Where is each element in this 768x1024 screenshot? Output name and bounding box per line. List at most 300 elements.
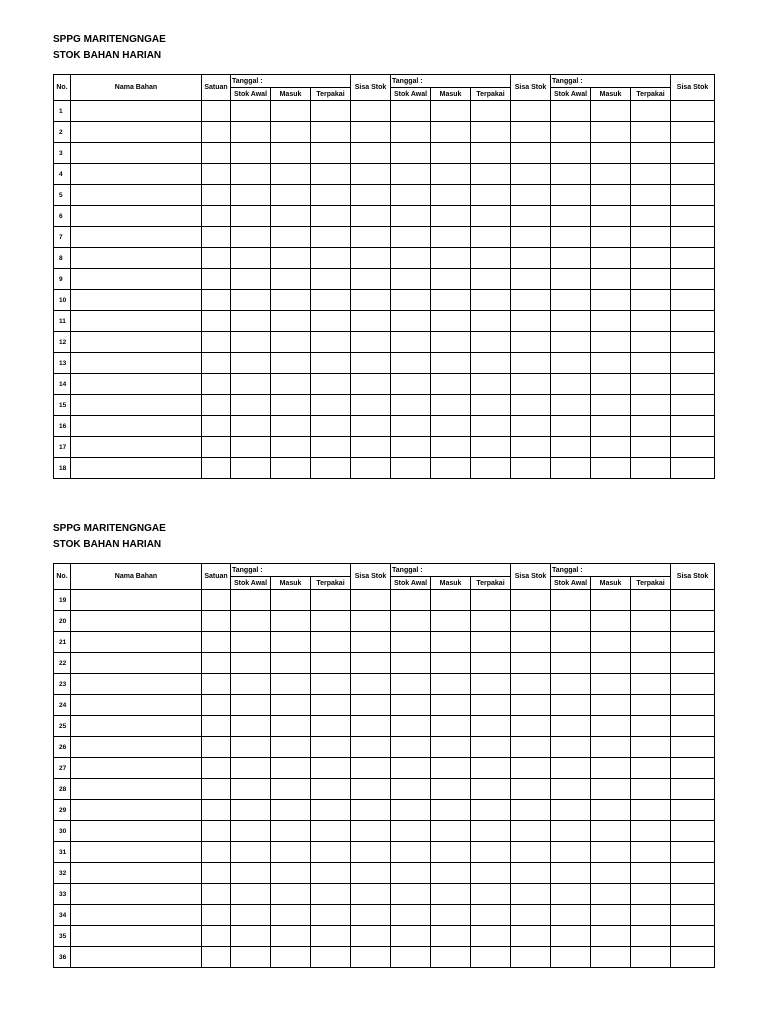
empty-cell — [671, 842, 715, 863]
table-row — [54, 185, 715, 206]
row-number: 27 — [54, 758, 71, 779]
empty-cell — [351, 884, 391, 905]
empty-cell — [271, 374, 311, 395]
empty-cell — [551, 821, 591, 842]
empty-cell — [271, 290, 311, 311]
empty-cell — [471, 716, 511, 737]
empty-cell — [471, 164, 511, 185]
empty-cell — [391, 842, 431, 863]
empty-cell — [671, 884, 715, 905]
empty-cell — [551, 905, 591, 926]
empty-cell — [391, 416, 431, 437]
empty-cell — [671, 863, 715, 884]
empty-cell — [591, 863, 631, 884]
empty-cell — [431, 437, 471, 458]
empty-cell — [271, 716, 311, 737]
empty-cell — [471, 800, 511, 821]
empty-cell — [551, 311, 591, 332]
empty-cell — [202, 653, 231, 674]
empty-cell — [71, 269, 202, 290]
empty-cell — [631, 269, 671, 290]
empty-cell — [311, 374, 351, 395]
empty-cell — [202, 227, 231, 248]
empty-cell — [71, 926, 202, 947]
empty-cell — [271, 926, 311, 947]
table-row — [54, 458, 715, 479]
empty-cell — [311, 248, 351, 269]
empty-cell — [551, 611, 591, 632]
empty-cell — [511, 590, 551, 611]
empty-cell — [431, 416, 471, 437]
empty-cell — [431, 695, 471, 716]
table-row — [54, 227, 715, 248]
header-stok-awal: Stok Awal — [231, 577, 271, 590]
empty-cell — [391, 779, 431, 800]
empty-cell — [591, 737, 631, 758]
empty-cell — [511, 206, 551, 227]
row-number: 26 — [54, 737, 71, 758]
empty-cell — [551, 332, 591, 353]
empty-cell — [202, 143, 231, 164]
table-row — [54, 863, 715, 884]
empty-cell — [471, 416, 511, 437]
empty-cell — [671, 185, 715, 206]
empty-cell — [351, 674, 391, 695]
empty-cell — [471, 332, 511, 353]
row-number: 36 — [54, 947, 71, 968]
empty-cell — [471, 695, 511, 716]
empty-cell — [71, 353, 202, 374]
empty-cell — [551, 374, 591, 395]
row-number: 21 — [54, 632, 71, 653]
empty-cell — [202, 926, 231, 947]
empty-cell — [631, 143, 671, 164]
table-row — [54, 842, 715, 863]
empty-cell — [71, 716, 202, 737]
empty-cell — [591, 716, 631, 737]
row-number: 3 — [54, 143, 71, 164]
table-row — [54, 374, 715, 395]
empty-cell — [71, 653, 202, 674]
empty-cell — [202, 311, 231, 332]
empty-cell — [631, 101, 671, 122]
header-no: No. — [54, 564, 71, 590]
stock-sheet-2 — [53, 521, 714, 968]
empty-cell — [591, 227, 631, 248]
empty-cell — [391, 905, 431, 926]
empty-cell — [671, 458, 715, 479]
empty-cell — [311, 674, 351, 695]
empty-cell — [311, 227, 351, 248]
org-name: SPPG MARITENGNGAE — [53, 34, 166, 45]
empty-cell — [351, 716, 391, 737]
sheet-title: STOK BAHAN HARIAN — [53, 50, 162, 61]
empty-cell — [202, 758, 231, 779]
empty-cell — [431, 590, 471, 611]
empty-cell — [311, 863, 351, 884]
empty-cell — [431, 101, 471, 122]
empty-cell — [631, 863, 671, 884]
header-masuk: Masuk — [271, 88, 311, 101]
header-sisa-stok-2: Sisa Stok — [511, 564, 551, 590]
empty-cell — [551, 290, 591, 311]
header-masuk: Masuk — [431, 88, 471, 101]
empty-cell — [351, 395, 391, 416]
empty-cell — [391, 674, 431, 695]
empty-cell — [631, 206, 671, 227]
empty-cell — [631, 695, 671, 716]
empty-cell — [231, 311, 271, 332]
header-tanggal-1: Tanggal : — [231, 564, 351, 577]
table-row — [54, 590, 715, 611]
empty-cell — [431, 632, 471, 653]
table-row — [54, 269, 715, 290]
empty-cell — [511, 758, 551, 779]
header-tanggal-1: Tanggal : — [231, 75, 351, 88]
empty-cell — [591, 590, 631, 611]
empty-cell — [471, 737, 511, 758]
empty-cell — [631, 905, 671, 926]
empty-cell — [391, 695, 431, 716]
empty-cell — [551, 185, 591, 206]
empty-cell — [551, 632, 591, 653]
empty-cell — [591, 164, 631, 185]
empty-cell — [271, 227, 311, 248]
empty-cell — [471, 821, 511, 842]
empty-cell — [671, 716, 715, 737]
empty-cell — [351, 416, 391, 437]
empty-cell — [551, 122, 591, 143]
empty-cell — [271, 674, 311, 695]
empty-cell — [311, 737, 351, 758]
empty-cell — [271, 353, 311, 374]
empty-cell — [391, 884, 431, 905]
empty-cell — [311, 821, 351, 842]
header-sisa-stok-1: Sisa Stok — [351, 564, 391, 590]
empty-cell — [511, 227, 551, 248]
empty-cell — [431, 674, 471, 695]
empty-cell — [511, 437, 551, 458]
empty-cell — [551, 590, 591, 611]
empty-cell — [431, 290, 471, 311]
empty-cell — [431, 248, 471, 269]
empty-cell — [202, 416, 231, 437]
empty-cell — [551, 206, 591, 227]
empty-cell — [231, 758, 271, 779]
empty-cell — [311, 416, 351, 437]
empty-cell — [231, 437, 271, 458]
empty-cell — [231, 395, 271, 416]
org-name: SPPG MARITENGNGAE — [53, 523, 166, 534]
empty-cell — [351, 800, 391, 821]
empty-cell — [591, 884, 631, 905]
header-sisa-stok-3: Sisa Stok — [671, 564, 715, 590]
empty-cell — [351, 737, 391, 758]
empty-cell — [271, 758, 311, 779]
empty-cell — [471, 290, 511, 311]
empty-cell — [202, 353, 231, 374]
empty-cell — [271, 611, 311, 632]
empty-cell — [231, 653, 271, 674]
empty-cell — [551, 947, 591, 968]
empty-cell — [511, 185, 551, 206]
empty-cell — [671, 926, 715, 947]
empty-cell — [202, 206, 231, 227]
empty-cell — [471, 248, 511, 269]
empty-cell — [231, 716, 271, 737]
empty-cell — [551, 227, 591, 248]
empty-cell — [71, 206, 202, 227]
empty-cell — [551, 716, 591, 737]
row-number: 17 — [54, 437, 71, 458]
header-masuk: Masuk — [431, 577, 471, 590]
header-terpakai: Terpakai — [311, 577, 351, 590]
empty-cell — [431, 311, 471, 332]
empty-cell — [311, 290, 351, 311]
empty-cell — [311, 842, 351, 863]
empty-cell — [271, 437, 311, 458]
row-number: 14 — [54, 374, 71, 395]
empty-cell — [431, 779, 471, 800]
empty-cell — [431, 905, 471, 926]
empty-cell — [471, 653, 511, 674]
row-number: 24 — [54, 695, 71, 716]
empty-cell — [71, 863, 202, 884]
empty-cell — [391, 821, 431, 842]
empty-cell — [271, 416, 311, 437]
empty-cell — [631, 737, 671, 758]
empty-cell — [351, 374, 391, 395]
empty-cell — [231, 590, 271, 611]
empty-cell — [351, 947, 391, 968]
empty-cell — [71, 674, 202, 695]
empty-cell — [351, 143, 391, 164]
empty-cell — [671, 227, 715, 248]
header-masuk: Masuk — [271, 577, 311, 590]
empty-cell — [631, 611, 671, 632]
empty-cell — [391, 311, 431, 332]
empty-cell — [511, 632, 551, 653]
empty-cell — [351, 101, 391, 122]
empty-cell — [231, 779, 271, 800]
empty-cell — [431, 395, 471, 416]
empty-cell — [391, 185, 431, 206]
empty-cell — [311, 143, 351, 164]
empty-cell — [511, 374, 551, 395]
empty-cell — [231, 353, 271, 374]
empty-cell — [231, 884, 271, 905]
empty-cell — [231, 374, 271, 395]
row-number: 6 — [54, 206, 71, 227]
empty-cell — [631, 590, 671, 611]
empty-cell — [511, 821, 551, 842]
empty-cell — [511, 332, 551, 353]
empty-cell — [351, 611, 391, 632]
empty-cell — [202, 905, 231, 926]
header-stok-awal: Stok Awal — [551, 577, 591, 590]
empty-cell — [511, 716, 551, 737]
table-row — [54, 674, 715, 695]
empty-cell — [551, 737, 591, 758]
empty-cell — [511, 395, 551, 416]
empty-cell — [551, 884, 591, 905]
table-row — [54, 206, 715, 227]
table-row — [54, 884, 715, 905]
empty-cell — [71, 101, 202, 122]
empty-cell — [631, 290, 671, 311]
empty-cell — [671, 122, 715, 143]
empty-cell — [351, 590, 391, 611]
empty-cell — [351, 311, 391, 332]
empty-cell — [631, 311, 671, 332]
empty-cell — [202, 458, 231, 479]
empty-cell — [311, 590, 351, 611]
empty-cell — [671, 779, 715, 800]
empty-cell — [71, 611, 202, 632]
empty-cell — [511, 269, 551, 290]
empty-cell — [231, 185, 271, 206]
row-number: 12 — [54, 332, 71, 353]
empty-cell — [431, 863, 471, 884]
table-row — [54, 737, 715, 758]
empty-cell — [431, 164, 471, 185]
empty-cell — [351, 926, 391, 947]
empty-cell — [311, 332, 351, 353]
empty-cell — [671, 374, 715, 395]
empty-cell — [471, 311, 511, 332]
header-sisa-stok-3: Sisa Stok — [671, 75, 715, 101]
empty-cell — [591, 905, 631, 926]
empty-cell — [671, 947, 715, 968]
empty-cell — [551, 800, 591, 821]
row-number: 23 — [54, 674, 71, 695]
empty-cell — [631, 185, 671, 206]
empty-cell — [591, 947, 631, 968]
empty-cell — [671, 437, 715, 458]
empty-cell — [591, 290, 631, 311]
empty-cell — [271, 884, 311, 905]
empty-cell — [671, 695, 715, 716]
empty-cell — [71, 437, 202, 458]
empty-cell — [591, 185, 631, 206]
empty-cell — [431, 458, 471, 479]
table-row — [54, 143, 715, 164]
table-row — [54, 122, 715, 143]
empty-cell — [351, 437, 391, 458]
empty-cell — [311, 926, 351, 947]
empty-cell — [631, 947, 671, 968]
table-row — [54, 332, 715, 353]
table-row — [54, 437, 715, 458]
empty-cell — [391, 458, 431, 479]
table-row — [54, 248, 715, 269]
empty-cell — [631, 374, 671, 395]
empty-cell — [231, 122, 271, 143]
header-sisa-stok-2: Sisa Stok — [511, 75, 551, 101]
empty-cell — [591, 353, 631, 374]
empty-cell — [71, 590, 202, 611]
empty-cell — [671, 590, 715, 611]
empty-cell — [431, 143, 471, 164]
empty-cell — [631, 632, 671, 653]
empty-cell — [71, 884, 202, 905]
empty-cell — [551, 458, 591, 479]
empty-cell — [431, 374, 471, 395]
header-terpakai: Terpakai — [471, 88, 511, 101]
empty-cell — [231, 416, 271, 437]
empty-cell — [71, 695, 202, 716]
row-number: 5 — [54, 185, 71, 206]
empty-cell — [202, 374, 231, 395]
empty-cell — [202, 248, 231, 269]
header-sisa-stok-1: Sisa Stok — [351, 75, 391, 101]
empty-cell — [511, 458, 551, 479]
row-number: 29 — [54, 800, 71, 821]
empty-cell — [311, 353, 351, 374]
empty-cell — [271, 101, 311, 122]
empty-cell — [311, 758, 351, 779]
empty-cell — [351, 332, 391, 353]
empty-cell — [202, 437, 231, 458]
empty-cell — [511, 695, 551, 716]
row-number: 31 — [54, 842, 71, 863]
empty-cell — [311, 695, 351, 716]
empty-cell — [202, 101, 231, 122]
empty-cell — [471, 185, 511, 206]
header-tanggal-2: Tanggal : — [391, 564, 511, 577]
empty-cell — [471, 143, 511, 164]
header-terpakai: Terpakai — [631, 577, 671, 590]
header-stok-awal: Stok Awal — [391, 577, 431, 590]
empty-cell — [511, 353, 551, 374]
header-satuan: Satuan — [202, 75, 231, 101]
empty-cell — [391, 290, 431, 311]
header-terpakai: Terpakai — [631, 88, 671, 101]
header-stok-awal: Stok Awal — [231, 88, 271, 101]
empty-cell — [271, 458, 311, 479]
empty-cell — [671, 332, 715, 353]
empty-cell — [591, 416, 631, 437]
empty-cell — [311, 269, 351, 290]
empty-cell — [471, 269, 511, 290]
empty-cell — [431, 800, 471, 821]
empty-cell — [471, 779, 511, 800]
empty-cell — [431, 716, 471, 737]
empty-cell — [351, 695, 391, 716]
empty-cell — [551, 758, 591, 779]
empty-cell — [391, 926, 431, 947]
empty-cell — [231, 458, 271, 479]
empty-cell — [431, 611, 471, 632]
empty-cell — [202, 884, 231, 905]
empty-cell — [391, 437, 431, 458]
empty-cell — [351, 905, 391, 926]
empty-cell — [202, 122, 231, 143]
empty-cell — [271, 185, 311, 206]
empty-cell — [551, 101, 591, 122]
empty-cell — [391, 122, 431, 143]
empty-cell — [631, 758, 671, 779]
empty-cell — [431, 842, 471, 863]
empty-cell — [311, 164, 351, 185]
table-row — [54, 653, 715, 674]
empty-cell — [71, 227, 202, 248]
empty-cell — [71, 905, 202, 926]
empty-cell — [271, 164, 311, 185]
empty-cell — [671, 758, 715, 779]
empty-cell — [351, 632, 391, 653]
empty-cell — [511, 290, 551, 311]
